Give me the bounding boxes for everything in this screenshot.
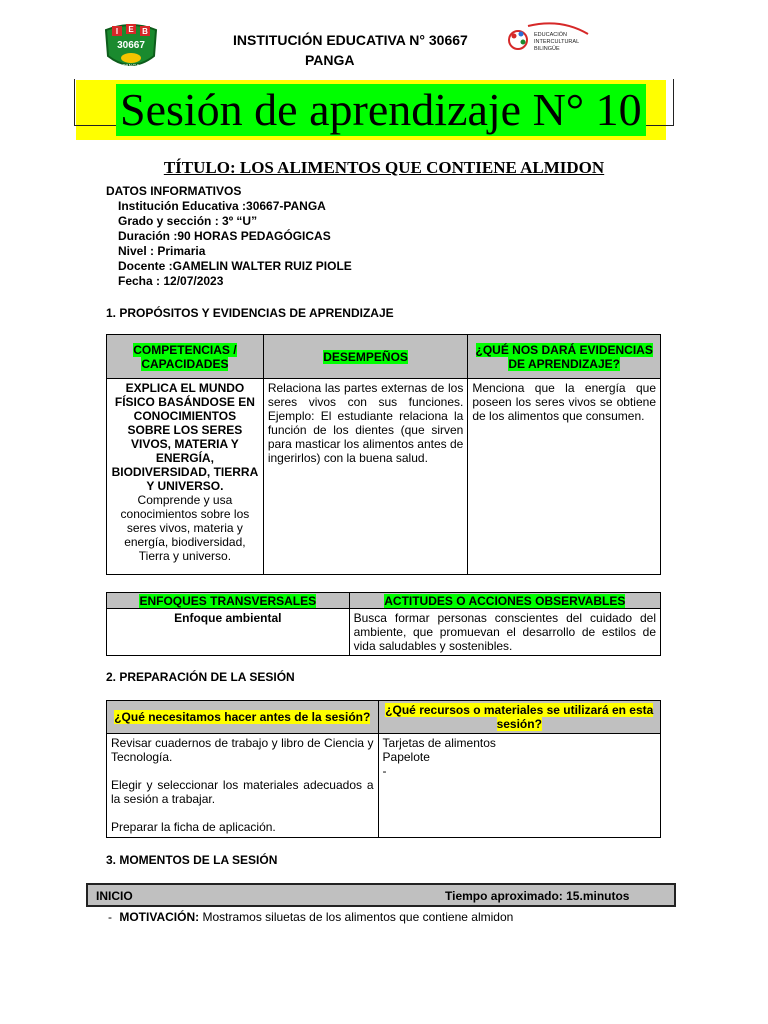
- motivacion-text: Mostramos siluetas de los alimentos que contiene almidon: [202, 910, 514, 924]
- datos-duracion: Duración :90 HORAS PEDAGÓGICAS: [118, 229, 331, 243]
- eib-logo: [506, 20, 592, 62]
- col-enfoques: ENFOQUES TRANSVERSALES: [107, 593, 350, 609]
- datos-institucion: Institución Educativa :30667-PANGA: [118, 199, 326, 213]
- competencia-text: EXPLICA EL MUNDO FÍSICO BASÁNDOSE EN CONOCIMIENTOS SOBRE LOS SERES VIVOS, MATERIA Y ENERGÍA, BIODIVERSIDAD, TIERRA Y UNIVERSO.: [111, 381, 259, 493]
- motivacion-label: MOTIVACIÓN:: [119, 910, 200, 924]
- section-2-heading: 2. PREPARACIÓN DE LA SESIÓN: [106, 670, 295, 684]
- antes-item: Revisar cuadernos de trabajo y libro de Ciencia y Tecnología.: [111, 736, 374, 764]
- enfoque-cell: Enfoque ambiental: [107, 609, 350, 656]
- school-name: INSTITUCIÓN EDUCATIVA N° 30667: [233, 32, 468, 48]
- desempeno-cell: Relaciona las partes externas de los seres vivos con sus funciones. Ejemplo: El estudiante relaciona la función de los dientes (que sirven para masticar los alimentos antes de ingerirlos) con la buena salud.: [263, 379, 468, 575]
- school-logo: [100, 22, 162, 74]
- enfoques-table: [106, 592, 661, 656]
- col-evidencias: ¿QUÉ NOS DARÁ EVIDENCIAS DE APRENDIZAJE?: [468, 335, 661, 379]
- svg-text:E: E: [128, 25, 134, 34]
- motivacion-line: [108, 910, 513, 924]
- inicio-label: INICIO: [96, 889, 133, 903]
- svg-text:I: I: [115, 27, 119, 36]
- tiempo-label: Tiempo aproximado: 15.minutos: [445, 889, 630, 903]
- preparacion-table: [106, 700, 661, 838]
- svg-text:B: B: [142, 27, 148, 36]
- col-antes: ¿Qué necesitamos hacer antes de la sesión?: [107, 701, 379, 734]
- bullet-dash: -: [108, 910, 112, 924]
- svg-text:30667: 30667: [117, 40, 145, 51]
- recurso-item: Tarjetas de alimentos: [382, 736, 496, 750]
- capacidad-text: Comprende y usa conocimientos sobre los seres vivos, materia y energía, biodiversidad, Tierra y universo.: [120, 493, 250, 563]
- section-1-heading: 1. PROPÓSITOS Y EVIDENCIAS DE APRENDIZAJE: [106, 306, 394, 320]
- datos-informativos: [106, 184, 352, 289]
- datos-grado: Grado y sección : 3º “U”: [118, 214, 258, 228]
- document-title: TÍTULO: LOS ALIMENTOS QUE CONTIENE ALMIDON: [163, 158, 605, 177]
- competencia-cell: [107, 379, 264, 575]
- evidencia-cell: Menciona que la energía que poseen los seres vivos se obtiene de los alimentos que consumen.: [468, 379, 661, 575]
- svg-text:INTERCULTURAL: INTERCULTURAL: [534, 39, 580, 45]
- col-competencias: COMPETENCIAS / CAPACIDADES: [107, 335, 264, 379]
- antes-item: Elegir y seleccionar los materiales adecuados a la sesión a trabajar.: [111, 778, 374, 806]
- col-desempenos: DESEMPEÑOS: [263, 335, 468, 379]
- col-actitudes: ACTITUDES O ACCIONES OBSERVABLES: [349, 593, 660, 609]
- school-place: PANGA: [305, 52, 355, 68]
- svg-text:BILINGÜE: BILINGÜE: [534, 46, 560, 52]
- svg-text:PANGA: PANGA: [122, 64, 140, 70]
- antes-cell: [107, 734, 379, 838]
- section-3-heading: 3. MOMENTOS DE LA SESIÓN: [106, 853, 278, 867]
- datos-heading: DATOS INFORMATIVOS: [106, 184, 242, 198]
- recurso-item: Papelote: [382, 750, 430, 764]
- recurso-item: -: [382, 764, 387, 778]
- recursos-cell: [378, 734, 660, 838]
- session-title: Sesión de aprendizaje N° 10: [116, 84, 646, 136]
- datos-docente: Docente :GAMELIN WALTER RUIZ PIOLE: [118, 259, 352, 273]
- datos-nivel: Nivel : Primaria: [118, 244, 206, 258]
- datos-fecha: Fecha : 12/07/2023: [118, 274, 224, 288]
- propositos-table: [106, 334, 661, 575]
- antes-item: Preparar la ficha de aplicación.: [111, 820, 276, 834]
- inicio-bar: [86, 883, 676, 907]
- svg-text:EDUCACIÓN: EDUCACIÓN: [534, 32, 568, 38]
- actitud-cell: Busca formar personas conscientes del cuidado del ambiente, que promuevan el desarrollo de estilos de vida saludables y sostenibles.: [349, 609, 660, 656]
- col-recursos: ¿Qué recursos o materiales se utilizará en esta sesión?: [378, 701, 660, 734]
